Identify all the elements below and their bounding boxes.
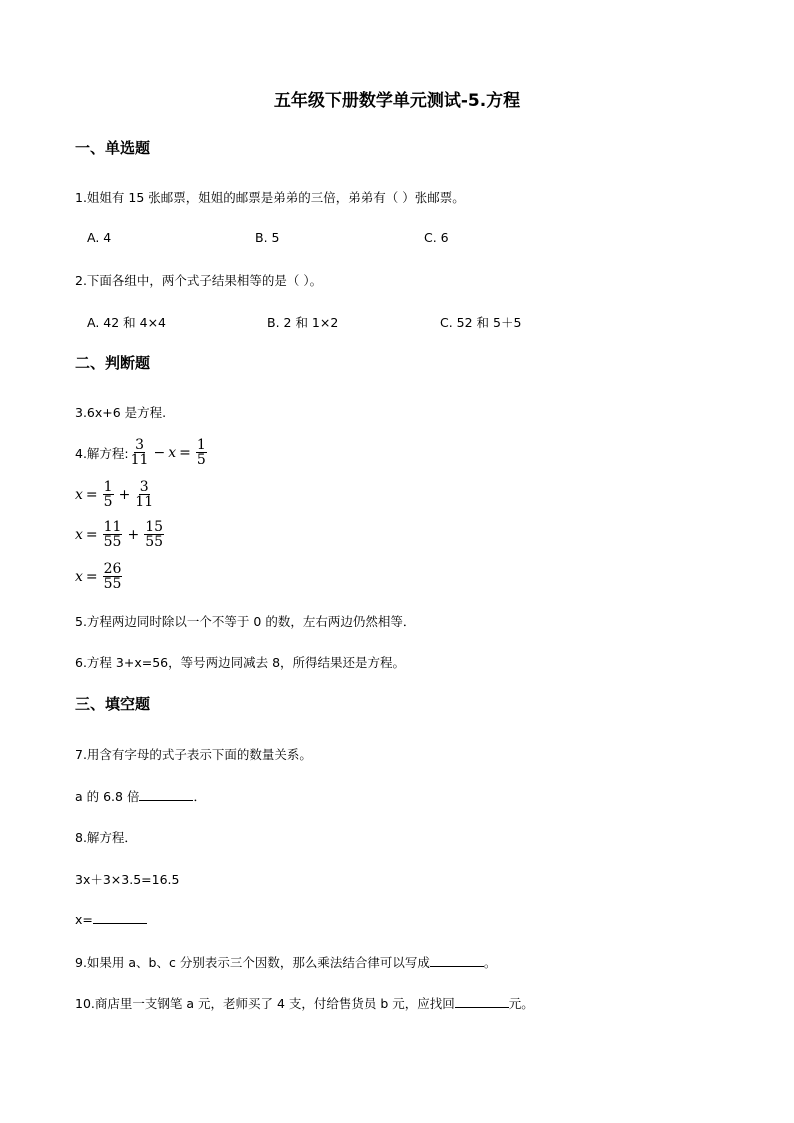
question-1-text: 1.姐姐有 15 张邮票，姐姐的邮票是弟弟的三倍，弟弟有（ ）张邮票。 xyxy=(75,190,465,205)
question-1-option-b: B. 5 xyxy=(255,230,280,245)
question-4-prefix: 4.解方程: xyxy=(75,445,129,461)
section-heading-single-choice: 一、单选题 xyxy=(75,139,151,157)
question-1-option-a: A. 4 xyxy=(87,230,112,245)
section-heading-fill-blank: 三、填空题 xyxy=(75,695,151,713)
question-2-option-c: C. 52 和 5＋5 xyxy=(440,315,522,330)
question-4-given-equation: $\frac{3}{11}$ − x = $\frac{1}{5}$ xyxy=(130,437,206,468)
answer-blank[interactable] xyxy=(139,788,193,801)
question-8-answer-line: x= xyxy=(75,911,147,927)
question-4-step-3: x = $\frac{26}{55}$ xyxy=(75,561,122,592)
fraction: $\frac{3}{11}$ xyxy=(130,437,149,468)
fraction: $\frac{15}{55}$ xyxy=(145,519,164,550)
fraction: $\frac{1}{5}$ xyxy=(103,479,113,510)
question-6-text: 6.方程 3+x=56，等号两边同减去 8，所得结果还是方程。 xyxy=(75,655,406,670)
question-2-text: 2.下面各组中，两个式子结果相等的是（ ）。 xyxy=(75,273,323,288)
question-7-line: a 的 6.8 倍 ． xyxy=(75,789,206,804)
question-1-option-c: C. 6 xyxy=(424,230,449,245)
question-8-equation: 3x＋3×3.5=16.5 xyxy=(75,872,180,887)
fraction: $\frac{1}{5}$ xyxy=(196,437,206,468)
fraction: $\frac{3}{11}$ xyxy=(135,479,154,510)
fraction: $\frac{11}{55}$ xyxy=(103,519,122,550)
page-title: 五年级下册数学单元测试-5.方程 xyxy=(273,91,521,111)
question-2-option-a: A. 42 和 4×4 xyxy=(87,315,167,330)
question-4-equation xyxy=(75,438,209,467)
question-9-text: 9.如果用 a、b、c 分别表示三个因数，那么乘法结合律可以写成 。 xyxy=(75,955,497,970)
question-8-text: 8.解方程． xyxy=(75,830,137,845)
question-4-step-2: x = $\frac{11}{55}$ + $\frac{15}{55}$ xyxy=(75,519,164,550)
question-10-text: 10.商店里一支钢笔 a 元，老师买了 4 支，付给售货员 b 元，应找回 元。 xyxy=(75,996,534,1011)
fraction: $\frac{26}{55}$ xyxy=(103,561,122,592)
question-7-text: 7.用含有字母的式子表示下面的数量关系。 xyxy=(75,747,312,762)
section-heading-true-false: 二、判断题 xyxy=(75,354,151,372)
answer-blank[interactable] xyxy=(455,995,509,1008)
question-3-text: 3.6x+6 是方程. xyxy=(75,405,167,420)
answer-blank[interactable] xyxy=(93,911,147,924)
answer-blank[interactable] xyxy=(430,954,484,967)
question-2-option-b: B. 2 和 1×2 xyxy=(267,315,339,330)
question-4-step-1: x = $\frac{1}{5}$ + $\frac{3}{11}$ xyxy=(75,479,154,510)
question-5-text: 5.方程两边同时除以一个不等于 0 的数，左右两边仍然相等． xyxy=(75,614,416,629)
